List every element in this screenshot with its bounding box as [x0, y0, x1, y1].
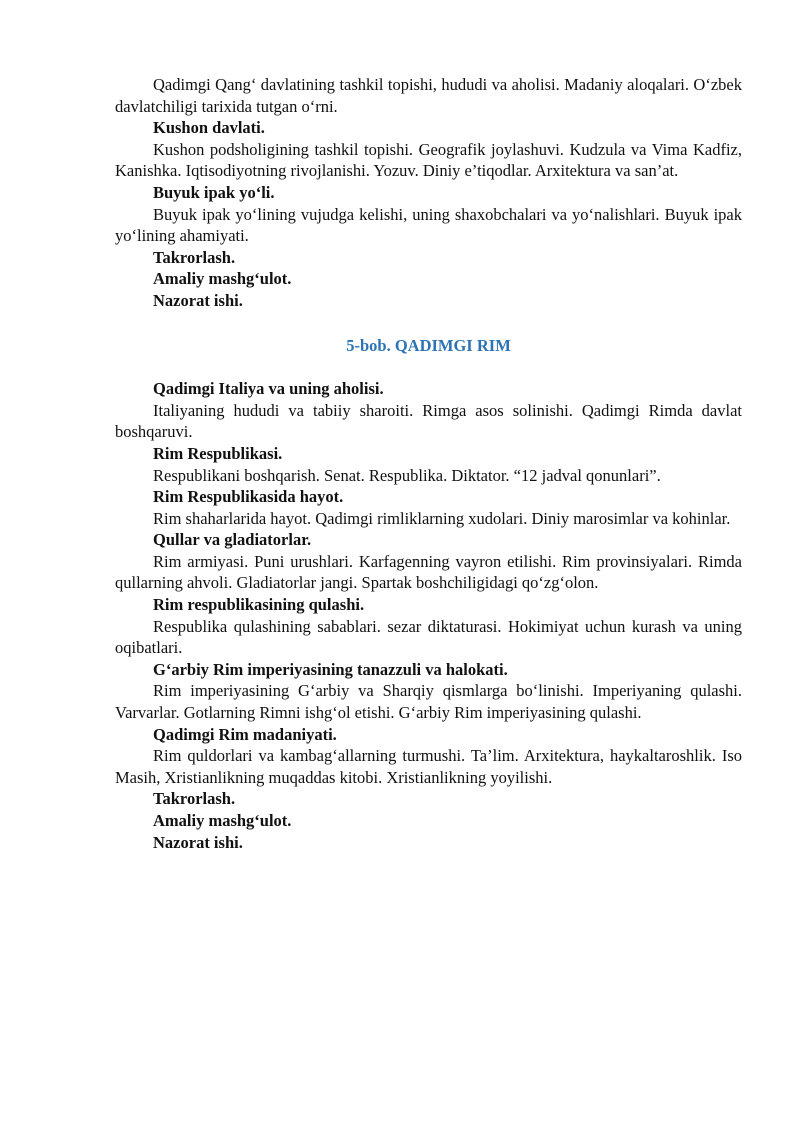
heading-qulash: Rim respublikasining qulashi.	[153, 595, 365, 615]
heading-amaliy-1: Amaliy mashg‘ulot.	[153, 269, 292, 289]
heading-madaniyat: Qadimgi Rim madaniyati.	[153, 724, 337, 744]
paragraph-ipak-yoli: Buyuk ipak yo‘lining vujudga kelishi, uning shaxobchalari va yo‘nalishlari. Buyuk ipak yo‘lining ahamiyati.	[115, 204, 742, 246]
paragraph-qang: Qadimgi Qang‘ davlatining tashkil topishi, hududi va aholisi. Madaniy aloqalari. O‘zbek davlatchiligi tarixida tutgan o‘rni.	[115, 75, 742, 116]
heading-takrorlash-2: Takrorlash.	[153, 789, 236, 809]
heading-garbiy-rim: G‘arbiy Rim imperiyasining tanazzuli va halokati.	[153, 659, 508, 679]
heading-nazorat-2: Nazorat ishi.	[153, 832, 243, 852]
heading-qullar: Qullar va gladiatorlar.	[153, 530, 312, 550]
paragraph-qulash: Respublika qulashining sabablari. sezar diktaturasi. Hokimiyat uchun kurash va uning oqibatlari.	[115, 616, 742, 658]
heading-respublika-hayot: Rim Respublikasida hayot.	[153, 487, 344, 507]
paragraph-respublika: Respublikani boshqarish. Senat. Respublika. Diktator. “12 jadval qonunlari”.	[153, 465, 661, 485]
paragraph-italiya: Italiyaning hududi va tabiiy sharoiti. Rimga asos solinishi. Qadimgi Rimda davlat boshqaruvi.	[115, 400, 742, 442]
paragraph-kushon: Kushon podsholigining tashkil topishi. Geografik joylashuvi. Kudzula va Vima Kadfiz, Kanishka. Iqtisodiyotning rivojlanishi. Yozuv. Diniy e’tiqodlar. Arxitektura va san’at.	[115, 139, 742, 181]
heading-amaliy-2: Amaliy mashg‘ulot.	[153, 811, 292, 830]
chapter-title: 5-bob. QADIMGI RIM	[346, 335, 511, 355]
heading-nazorat-1: Nazorat ishi.	[153, 290, 243, 310]
document-page	[115, 74, 742, 853]
paragraph-madaniyat: Rim quldorlari va kambag‘allarning turmushi. Ta’lim. Arxitektura, haykaltaroshlik. Iso Masih, Xristianlikning muqaddas kitobi. Xristianlikning yoyilishi.	[115, 746, 742, 787]
heading-takrorlash-1: Takrorlash.	[153, 247, 236, 267]
paragraph-garbiy-rim: Rim imperiyasining G‘arbiy va Sharqiy qismlarga bo‘linishi. Imperiyaning qulashi. Varvarlar. Gotlarning Rimni ishg‘ol etishi. G‘arbiy Rim imperiyasining qulashi.	[115, 681, 742, 723]
heading-respublika: Rim Respublikasi.	[153, 443, 283, 463]
heading-italiya: Qadimgi Italiya va uning aholisi.	[153, 379, 384, 399]
heading-kushon: Kushon davlati.	[153, 118, 265, 138]
heading-ipak-yoli: Buyuk ipak yo‘li.	[153, 182, 275, 202]
paragraph-respublika-hayot: Rim shaharlarida hayot. Qadimgi rimliklarning xudolari. Diniy marosimlar va kohinlar.	[153, 508, 731, 528]
paragraph-qullar: Rim armiyasi. Puni urushlari. Karfagenning vayron etilishi. Rim provinsiyalari. Rimda qullarning ahvoli. Gladiatorlar jangi. Spartak boshchiligidagi qo‘zg‘olon.	[115, 551, 742, 593]
